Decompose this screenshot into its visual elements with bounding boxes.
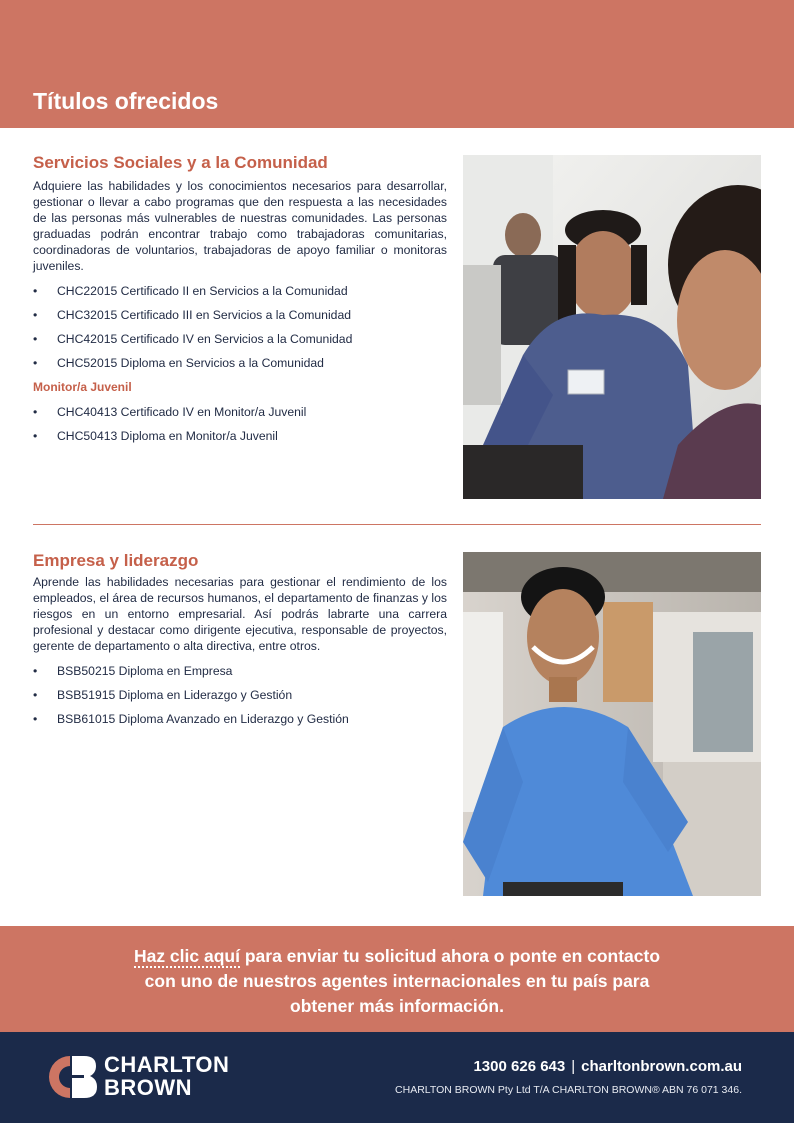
- apply-link[interactable]: Haz clic aquí: [133, 946, 240, 966]
- section-paragraph-community: Adquiere las habilidades y los conocimientos necesarios para desarrollar, gestionar o llevar a cabo programas que den respuesta a las necesidades de las personas más vulnerables de nuestras comunidades. Las personas graduadas podrán encontrar trabajo como trabajadoras comunitarias, coordinadoras de voluntarios, trabajadoras de apoyo familiar o monitoras juveniles.: [33, 179, 447, 273]
- section-divider: [33, 524, 761, 525]
- course-list-youth: [33, 404, 447, 452]
- charlton-brown-logo-icon: [44, 1054, 98, 1100]
- list-item: • BSB61015 Diploma Avanzado en Liderazgo y Gestión: [33, 712, 349, 726]
- course-list-business: [33, 663, 447, 735]
- list-item: • CHC42015 Certificado IV en Servicios a la Comunidad: [33, 332, 353, 346]
- course-list-community: [33, 283, 447, 379]
- page-title: Títulos ofrecidos: [33, 88, 219, 114]
- phone-number[interactable]: 1300 626 643: [473, 1058, 566, 1075]
- contact-info: 1300 626 643 | charltonbrown.com.au: [473, 1058, 742, 1075]
- list-item: • CHC32015 Certificado III en Servicios a la Comunidad: [33, 308, 351, 322]
- list-item: • BSB50215 Diploma en Empresa: [33, 664, 233, 678]
- section-title-community: Servicios Sociales y a la Comunidad: [33, 153, 328, 172]
- cta-text: Haz clic aquí para enviar tu solicitud ahora o ponte en contacto con uno de nuestros agentes internacionales en tu país para obtener más información.: [133, 946, 661, 1016]
- list-item: • CHC40413 Certificado IV en Monitor/a Juvenil: [33, 405, 307, 419]
- subheading-youth-work: Monitor/a Juvenil: [33, 380, 132, 394]
- legal-notice: CHARLTON BROWN Pty Ltd T/A CHARLTON BROWN® ABN 76 071 346.: [395, 1084, 742, 1096]
- business-professional-photo: [463, 552, 761, 896]
- section-paragraph-business: Aprende las habilidades necesarias para gestionar el rendimiento de los empleados, el área de recursos humanos, el departamento de finanzas y los riesgos en un entorno empresarial. Así podrás labrarte una carrera profesional y destacar como dirigente ejecutiva, responsable de proyectos, gerente de departamento o alta directiva, entre otros.: [33, 575, 447, 653]
- section-title-business: Empresa y liderazgo: [33, 551, 199, 570]
- list-item: • CHC52015 Diploma en Servicios a la Comunidad: [33, 356, 324, 370]
- website-link[interactable]: charltonbrown.com.au: [581, 1058, 742, 1075]
- list-item: • CHC50413 Diploma en Monitor/a Juvenil: [33, 429, 278, 443]
- community-workers-photo: [463, 155, 761, 499]
- list-item: • CHC22015 Certificado II en Servicios a la Comunidad: [33, 284, 348, 298]
- brand-name: CHARLTON BROWN: [104, 1052, 230, 1100]
- list-item: • BSB51915 Diploma en Liderazgo y Gestión: [33, 688, 293, 702]
